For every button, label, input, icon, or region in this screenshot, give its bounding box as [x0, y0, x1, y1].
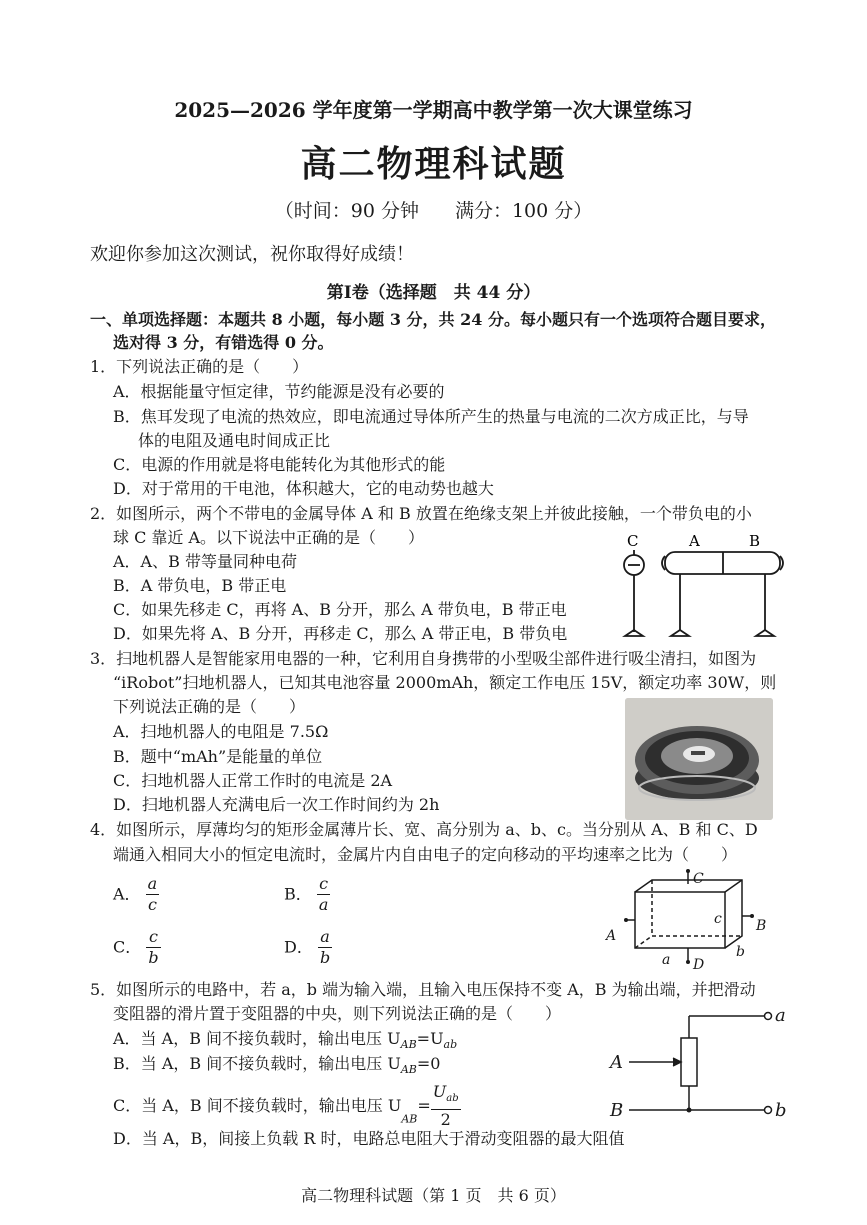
q4-option-a-label: A． — [113, 884, 141, 904]
q5-c-numerator — [431, 1082, 461, 1110]
welcome-text: 欢迎你参加这次测试，祝你取得好成绩！ — [90, 244, 414, 265]
q2-stem: 2．如图所示，两个不带电的金属导体 A 和 B 放置在绝缘支架上并彼此接触，一个带负电的小 — [90, 504, 752, 523]
q5-option-c-sub: AB — [401, 1112, 418, 1126]
q1-option-b-cont: 体的电阻及通电时间成正比 — [138, 431, 331, 450]
q4-dim-c: c — [714, 911, 722, 927]
q4-option-d — [284, 927, 332, 968]
q1-option-a: A．根据能量守恒定律，节约能源是没有必要的 — [113, 382, 445, 401]
q4-c-numerator: c — [146, 927, 160, 948]
q1-option-c: C．电源的作用就是将电能转化为其他形式的能 — [113, 455, 446, 474]
q5-stem: 5．如图所示的电路中，若 a，b 端为输入端，且输入电压保持不变 A，B 为输出端，并把滑动 — [90, 980, 756, 999]
q5-c-num-u: U — [432, 1082, 447, 1101]
q1-option-d: D．对于常用的干电池，体积越大，它的电动势也越大 — [113, 479, 494, 498]
q4-option-d-fraction — [318, 927, 332, 968]
q4-option-a — [113, 874, 159, 915]
robot-vacuum-photo — [625, 698, 773, 820]
q2-label-a: A — [689, 532, 700, 550]
q2-label-b: B — [749, 532, 761, 550]
q4-a-denominator: c — [147, 895, 157, 914]
q5-option-a-sub2: ab — [443, 1038, 458, 1052]
q2-option-c: C．如果先移走 C，再将 A、B 分开，那么 A 带负电，B 带正电 — [113, 600, 567, 619]
q5-c-num-sub: ab — [446, 1093, 459, 1105]
q5-option-a-tail: =U — [416, 1029, 444, 1048]
page-title: 高二物理科试题 — [300, 144, 567, 185]
q4-d-numerator: a — [318, 927, 332, 948]
q5-option-b-text: B．当 A，B 间不接负载时，输出电压 U — [113, 1054, 401, 1073]
q2-option-a: A．A、B 带等量同种电荷 — [113, 552, 297, 571]
q4-option-c-label: C． — [113, 937, 142, 957]
q3-option-a: A．扫地机器人的电阻是 7.5Ω — [113, 722, 329, 741]
q4-b-numerator: c — [317, 874, 331, 895]
exam-heading: 2025—2026 学年度第一学期高中教学第一次大课堂练习 — [174, 98, 693, 122]
q3-stem-cont: “iRobot”扫地机器人，已知其电池容量 2000mAh，额定工作电压 15V，额定功率 30W，则 — [113, 673, 777, 692]
q3-option-c: C．扫地机器人正常工作时的电流是 2A — [113, 771, 393, 790]
q4-a-numerator: a — [147, 874, 158, 893]
q1-option-b: B．焦耳发现了电流的热效应，即电流通过导体所产生的热量与电流的二次方成正比，与导 — [113, 407, 749, 426]
q5-option-c — [113, 1082, 461, 1132]
q5-option-b-sub: AB — [400, 1063, 417, 1077]
q5-option-b-tail: =0 — [416, 1054, 441, 1073]
q3-stem: 3．扫地机器人是智能家用电器的一种，它利用自身携带的小型吸尘部件进行吸尘清扫，如图为 — [90, 649, 757, 668]
q3-option-d: D．扫地机器人充满电后一次工作时间约为 2h — [113, 795, 440, 814]
q4-option-a-fraction — [146, 874, 160, 915]
q3-option-b: B．题中“mAh”是能量的单位 — [113, 747, 323, 766]
q4-label-c-top: C — [693, 871, 704, 887]
q4-d-denominator: b — [319, 948, 331, 967]
q4-stem-cont: 端通入相同大小的恒定电流时，金属片内自由电子的定向移动的平均速率之比为（ ） — [113, 845, 738, 864]
q4-option-b-fraction — [317, 874, 331, 915]
q4-label-d: D — [693, 957, 705, 973]
instructions-line1: 一、单项选择题：本题共 8 小题，每小题 3 分，共 24 分。每小题只有一个选项符合题目要求， — [90, 310, 776, 329]
q4-label-a: A — [606, 928, 617, 944]
q3-stem-cont2: 下列说法正确的是（ ） — [113, 697, 306, 716]
q5-option-a-text: A．当 A，B 间不接负载时，输出电压 U — [113, 1029, 401, 1048]
q2-option-b: B．A 带负电，B 带正电 — [113, 576, 287, 595]
instructions-line2: 选对得 3 分，有错选得 0 分。 — [113, 333, 334, 352]
q4-option-b — [284, 874, 330, 915]
q2-conductor-figure — [615, 528, 795, 643]
q5-c-denominator: 2 — [440, 1110, 451, 1130]
q5-option-b — [113, 1052, 440, 1082]
q5-label-b-small: b — [775, 1100, 787, 1121]
q5-option-c-text: C．当 A，B 间不接负载时，输出电压 U — [113, 1096, 402, 1116]
q4-option-b-label: B． — [284, 884, 312, 904]
q4-option-d-label: D． — [284, 937, 313, 957]
q2-label-c: C — [627, 532, 639, 550]
page-footer: 高二物理科试题（第 1 页 共 6 页） — [301, 1186, 566, 1205]
q4-option-c — [113, 927, 161, 968]
q4-metal-sheet-figure — [600, 868, 780, 973]
exam-time: （时间：90 分钟 — [274, 200, 419, 222]
q4-label-b: B — [756, 918, 767, 934]
q2-stem-cont: 球 C 靠近 A。以下说法中正确的是（ ） — [113, 528, 425, 547]
q4-c-denominator: b — [148, 948, 159, 967]
q4-option-c-fraction — [146, 927, 160, 968]
q4-dim-a: a — [662, 952, 671, 968]
exam-score: 满分：100 分） — [454, 200, 593, 222]
q2-option-d: D．如果先将 A、B 分开，再移走 C，那么 A 带正电，B 带负电 — [113, 624, 568, 643]
q5-circuit-figure — [605, 1003, 795, 1123]
q4-stem: 4．如图所示，厚薄均匀的矩形金属薄片长、宽、高分别为 a、b、c。当分别从 A、B 和 C、D — [90, 820, 758, 839]
exam-info — [0, 196, 867, 223]
q5-option-c-tail: = — [417, 1096, 431, 1116]
q5-option-a-sub1: AB — [400, 1038, 417, 1052]
q5-label-a-cap: A — [610, 1052, 623, 1073]
q4-dim-b: b — [736, 944, 745, 960]
q5-option-c-fraction — [431, 1082, 461, 1130]
q4-b-denominator: a — [318, 895, 329, 914]
q5-option-d: D．当 A，B，间接上负载 R 时，电路总电阻大于滑动变阻器的最大阻值 — [113, 1129, 625, 1148]
q1-stem: 1．下列说法正确的是（ ） — [90, 357, 309, 376]
section-title: 第Ⅰ卷（选择题 共 44 分） — [326, 283, 541, 303]
q5-stem-cont: 变阻器的滑片置于变阻器的中央，则下列说法正确的是（ ） — [113, 1004, 562, 1023]
q5-label-b-cap: B — [610, 1100, 624, 1121]
q5-label-a-small: a — [775, 1005, 786, 1026]
